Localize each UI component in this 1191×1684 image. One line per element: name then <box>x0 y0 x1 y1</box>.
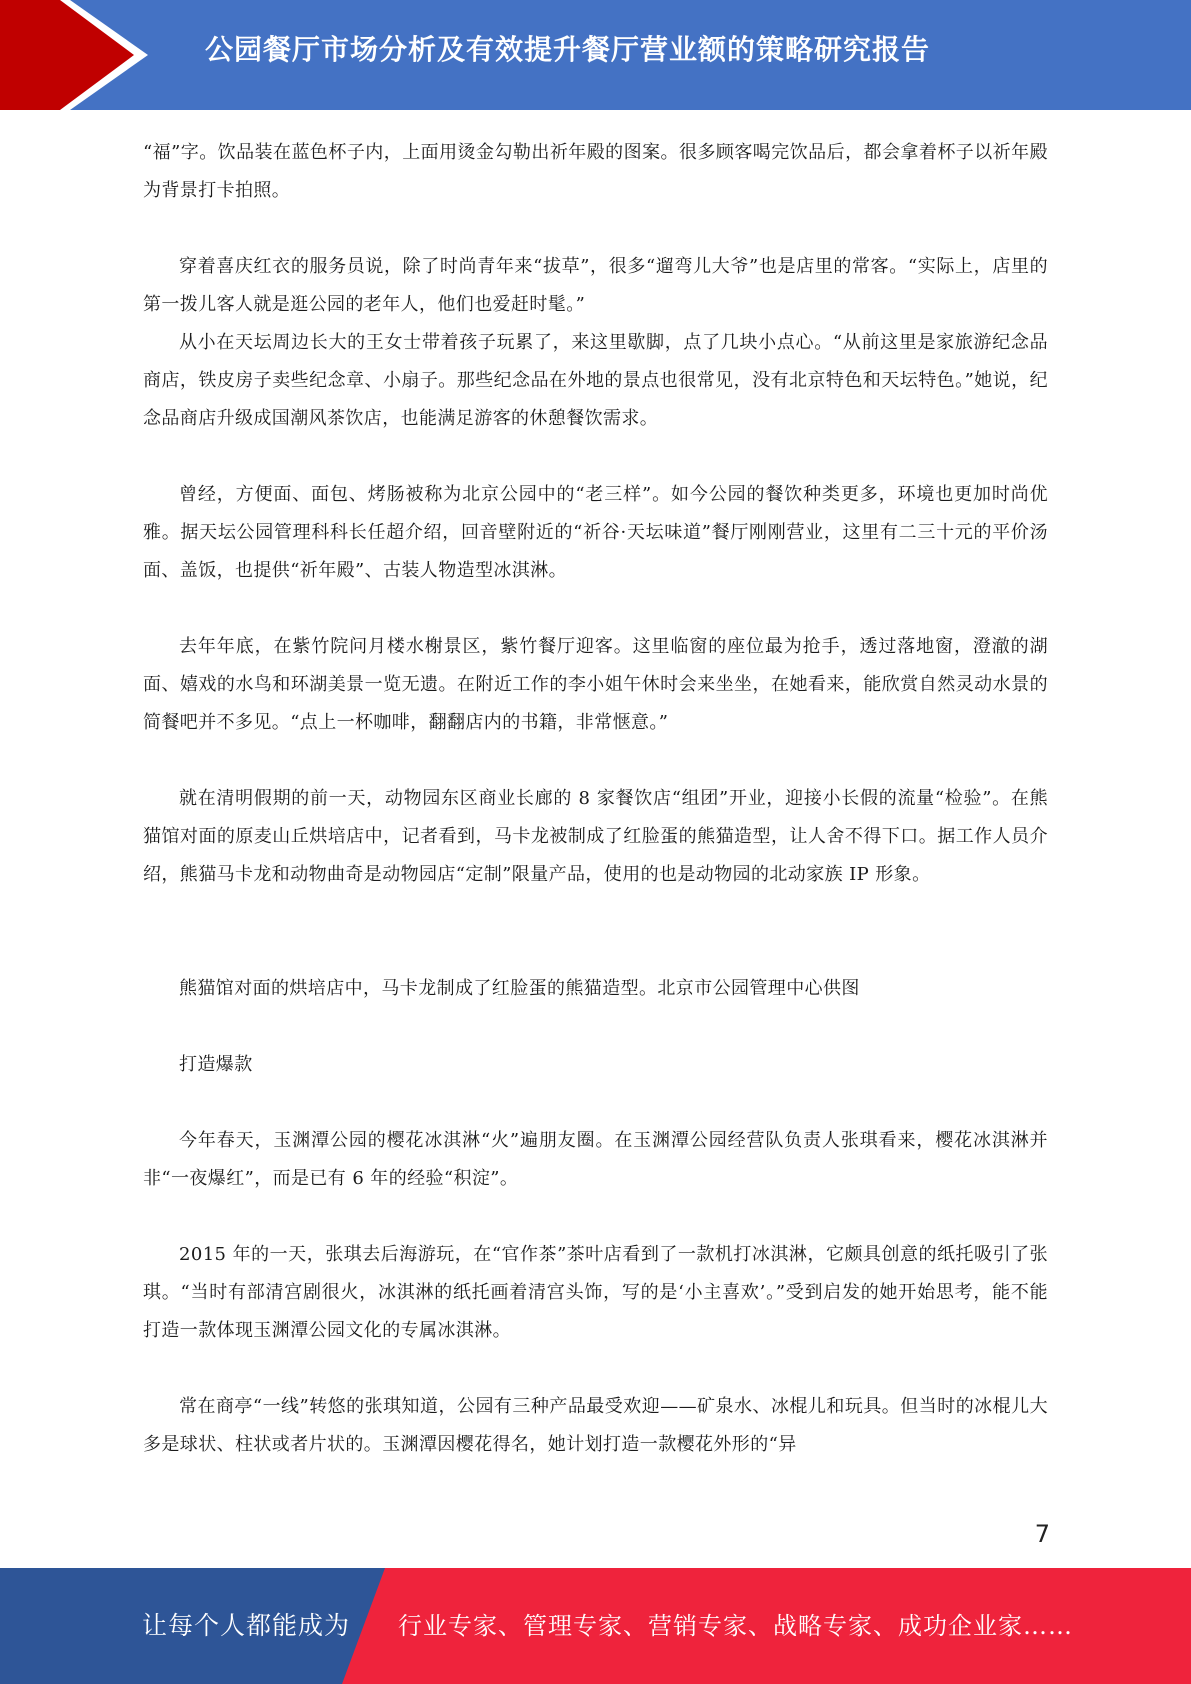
header-chevron-decoration <box>0 0 160 110</box>
page-footer <box>0 1568 1191 1684</box>
paragraph-old-three: 曾经，方便面、面包、烤肠被称为北京公园中的“老三样”。如今公园的餐饮种类更多，环境也更加时尚优雅。据天坛公园管理科科长任超介绍，回音壁附近的“祈谷·天坛味道”餐厅刚刚营业，这里有二三十元的平价汤面、盖饭，也提供“祈年殿”、古装人物造型冰淇淋。 <box>143 484 1048 581</box>
paragraph-popular-products: 常在商亭“一线”转悠的张琪知道，公园有三种产品最受欢迎——矿泉水、冰棍儿和玩具。但当时的冰棍儿大多是球状、柱状或者片状的。玉渊潭因樱花得名，她计划打造一款樱花外形的“异 <box>143 1396 1048 1455</box>
paragraph-ms-wang: 从小在天坛周边长大的王女士带着孩子玩累了，来这里歇脚，点了几块小点心。“从前这里是家旅游纪念品商店，铁皮房子卖些纪念章、小扇子。那些纪念品在外地的景点也很常见，没有北京特色和天坛特色。”她说，纪念品商店升级成国潮风茶饮店，也能满足游客的休憩餐饮需求。 <box>143 332 1048 429</box>
section-heading: 打造爆款 <box>179 1054 253 1075</box>
paragraph-waiter-quote: 穿着喜庆红衣的服务员说，除了时尚青年来“拔草”，很多“遛弯儿大爷”也是店里的常客。“实际上，店里的第一拨儿客人就是逛公园的老年人，他们也爱赶时髦。” <box>143 256 1048 315</box>
paragraph-2015-inspiration: 2015 年的一天，张琪去后海游玩，在“官作茶”茶叶店看到了一款机打冰淇淋，它颇具创意的纸托吸引了张琪。“当时有部清宫剧很火，冰淇淋的纸托画着清宫头饰，写的是‘小主喜欢’。”受到启发的她开始思考，能不能打造一款体现玉渊潭公园文化的专属冰淇淋。 <box>143 1244 1048 1341</box>
page-header <box>0 0 1191 110</box>
image-caption: 熊猫馆对面的烘培店中，马卡龙制成了红脸蛋的熊猫造型。北京市公园管理中心供图 <box>179 978 860 999</box>
paragraph-continued: “福”字。饮品装在蓝色杯子内，上面用烫金勾勒出祈年殿的图案。很多顾客喝完饮品后，都会拿着杯子以祈年殿为背景打卡拍照。 <box>143 142 1048 201</box>
footer-slogan-right: 行业专家、管理专家、营销专家、战略专家、成功企业家…… <box>398 1612 1073 1640</box>
page-number: 7 <box>1034 1520 1050 1548</box>
article-body <box>143 134 1048 1464</box>
paragraph-zizhu-restaurant: 去年年底，在紫竹院问月楼水榭景区，紫竹餐厅迎客。这里临窗的座位最为抢手，透过落地窗，澄澈的湖面、嬉戏的水鸟和环湖美景一览无遗。在附近工作的李小姐午休时会来坐坐，在她看来，能欣赏自然灵动水景的简餐吧并不多见。“点上一杯咖啡，翻翻店内的书籍，非常惬意。” <box>143 636 1048 733</box>
paragraph-zoo-stores: 就在清明假期的前一天，动物园东区商业长廊的 8 家餐饮店“组团”开业，迎接小长假的流量“检验”。在熊猫馆对面的原麦山丘烘培店中，记者看到，马卡龙被制成了红脸蛋的熊猫造型，让人舍不得下口。据工作人员介绍，熊猫马卡龙和动物曲奇是动物园店“定制”限量产品，使用的也是动物园的北动家族 IP 形象。 <box>143 788 1048 885</box>
report-title: 公园餐厅市场分析及有效提升餐厅营业额的策略研究报告 <box>205 33 931 66</box>
paragraph-sakura-icecream: 今年春天，玉渊潭公园的樱花冰淇淋“火”遍朋友圈。在玉渊潭公园经营队负责人张琪看来，樱花冰淇淋并非“一夜爆红”，而是已有 6 年的经验“积淀”。 <box>143 1130 1048 1189</box>
footer-slogan-left: 让每个人都能成为 <box>142 1611 351 1640</box>
